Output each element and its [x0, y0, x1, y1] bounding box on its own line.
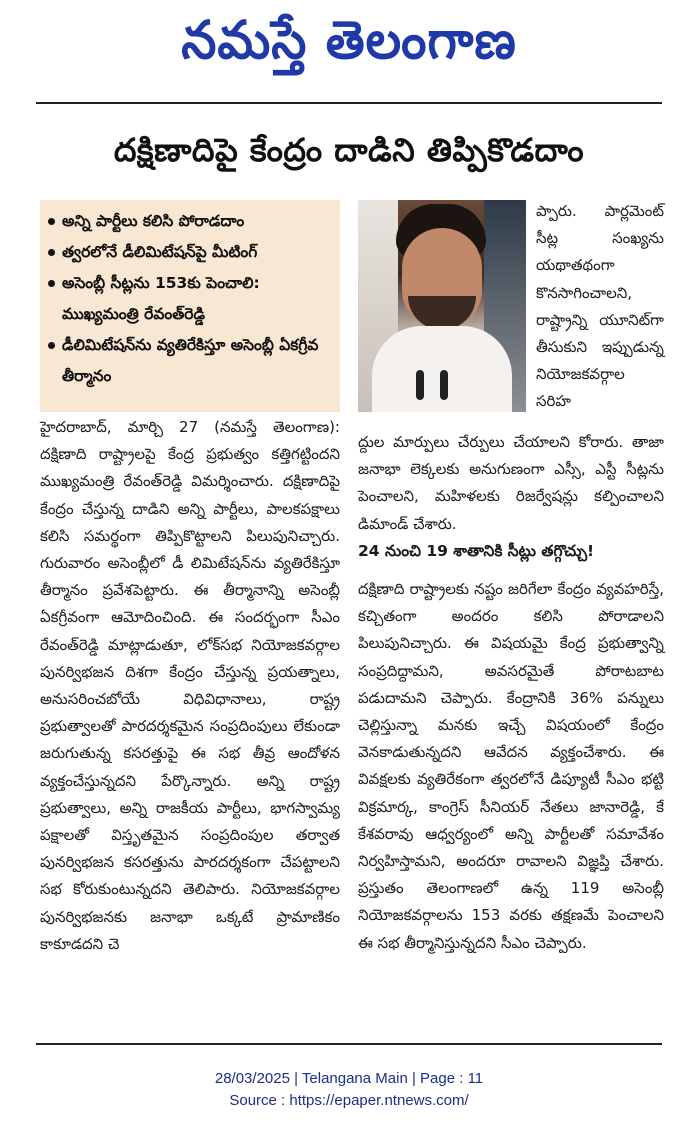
article-column-right-continued	[358, 414, 664, 553]
article-paragraph: హైదరాబాద్, మార్చి 27 (నమస్తే తెలంగాణ): దక్షిణాది రాష్ట్రాలపై కేంద్ర ప్రభుత్వం కత్తిగట్టిందని ముఖ్యమంత్రి రేవంత్‌రెడ్డి విమర్శించారు. దక్షిణాదిపై కేంద్రం చేస్తున్న దాడిని అన్ని పార్టీలు, పాలకపక్షాలు కలిసి సమర్థంగా తిప్పికొట్టాలని పిలుపునిచ్చారు. గురువారం అసెంబ్లీలో డీ లిమిటేషన్‌ను వ్యతిరేకిస్తూ తీర్మానం ప్రవేశపెట్టారు. ఈ తీర్మానాన్ని అసెంబ్లీ ఏకగ్రీవంగా ఆమోదించింది. ఈ సందర్భంగా సీఎం రేవంత్‌రెడ్డి మాట్లాడుతూ, లోక్‌సభ నియోజకవర్గాల పునర్విభజన దిశగా కేంద్రం చేస్తున్న ప్రయత్నాలు, అనుసరించబోయే విధివిధానాలు, రాష్ట్ర ప్రభుత్వాలతో పారదర్శకమైన సంప్రదింపులు లేకుండా జరుగుతున్న కసరత్తుపై ఈ సభ తీవ్ర ఆందోళన వ్యక్తంచేస్తున్నదని పేర్కొన్నారు. అన్ని రాష్ట్ర ప్రభుత్వాలు, అన్ని రాజకీయ పార్టీలు, భాగస్వామ్య పక్షాలతో విస్తృతమైన సంప్రదింపుల తర్వాత పునర్విభజన కసరత్తును పారదర్శకంగా చేపట్టాలని సభ కోరుకుంటున్నదని తెలిపారు. నియోజకవర్గాల పునర్విభజనకు జనాభా ఒక్కటే ప్రామాణికం కాకూడదని చె	[40, 418, 340, 953]
highlight-item	[46, 268, 336, 330]
footer-edition-line: 28/03/2025 | Telangana Main | Page : 11	[214, 1070, 484, 1087]
highlight-item	[46, 237, 336, 268]
bullet-icon	[48, 249, 55, 256]
highlight-item	[46, 206, 336, 237]
highlight-text: అసెంబ్లీ సీట్లను 153కు పెంచాలి: ముఖ్యమంత్రి రేవంత్‌రెడ్డి	[62, 274, 260, 323]
microphone-icon	[440, 370, 448, 400]
article-column-right-top	[536, 198, 664, 416]
highlight-text: డీలిమిటేషన్‌ను వ్యతిరేకిస్తూ అసెంబ్లీ ఏకగ్రీవ తీర్మానం	[62, 336, 319, 385]
bullet-icon	[48, 342, 55, 349]
masthead-logo: నమస్తే తెలంగాణ	[181, 9, 517, 71]
highlight-text: అన్ని పార్టీలు కలిసి పోరాడదాం	[62, 212, 245, 230]
article-paragraph: ప్పారు. పార్లమెంట్ సీట్ల సంఖ్యను యథాతథంగా కొనసాగించాలని, రాష్ట్రాన్ని యూనిట్‌గా తీసుకుని ఇప్పుడున్న నియోజకవర్గాల సరిహ	[536, 202, 664, 411]
news-photo	[358, 200, 526, 412]
bottom-rule	[36, 1043, 662, 1045]
article-paragraph: ద్దుల మార్పులు చేర్పులు చేయాలని కోరారు. తాజా జనాభా లెక్కలకు అనుగుణంగా ఎస్సీ, ఎస్టీ సీట్లను పెంచాలని, మహిళలకు రిజర్వేషన్లు కల్పించాలని డిమాండ్ చేశారు.	[358, 433, 664, 533]
photo-beard	[408, 296, 476, 330]
bullet-icon	[48, 218, 55, 225]
article-column-right	[358, 576, 664, 957]
footer	[0, 1068, 698, 1112]
bullet-icon	[48, 280, 55, 287]
footer-source-line: Source : https://epaper.ntnews.com/	[229, 1092, 469, 1109]
article-column-left	[40, 414, 340, 958]
top-rule	[36, 102, 662, 104]
headline: దక్షిణాదిపై కేంద్రం దాడిని తిప్పికొడదాం	[113, 131, 585, 169]
article-subhead: 24 నుంచి 19 శాతానికి సీట్లు తగ్గొచ్చు!	[358, 542, 595, 560]
highlight-item	[46, 330, 336, 392]
article-paragraph: దక్షిణాది రాష్ట్రాలకు నష్టం జరిగేలా కేంద్రం వ్యవహరిస్తే, కచ్చితంగా అందరం కలిసి పోరాడాలని పిలుపునిచ్చారు. ఈ విషయమై కేంద్ర ప్రభుత్వాన్ని సంప్రదిద్దామని, అవసరమైతే పోరాటబాట పడుదామని చెప్పారు. కేంద్రానికి 36% పన్నులు చెల్లిస్తున్నా మనకు ఇచ్చే విషయంలో కేంద్రం వెనకాడుతున్నదని ఆవేదన వ్యక్తంచేశారు. ఈ వివక్షలకు వ్యతిరేకంగా త్వరలోనే డిప్యూటీ సీఎం భట్టి విక్రమార్క, కాంగ్రెస్ సీనియర్ నేతలు జానారెడ్డి, కే కేశవరావు ఆధ్వర్యంలో అన్ని పార్టీలతో సమావేశం నిర్వహిస్తామని, అందరూ రావాలని విజ్ఞప్తి చేశారు. ప్రస్తుతం తెలంగాణలో ఉన్న 119 అసెంబ్లీ నియోజకవర్గాలను 153 వరకు తక్షణమే పెంచాలని ఈ సభ తీర్మానిస్తున్నదని సీఎం చెప్పారు.	[358, 580, 664, 952]
highlights-box	[40, 200, 340, 412]
microphone-icon	[416, 370, 424, 400]
highlight-text: త్వరలోనే డీలిమిటేషన్‌పై మీటింగ్	[62, 243, 258, 261]
